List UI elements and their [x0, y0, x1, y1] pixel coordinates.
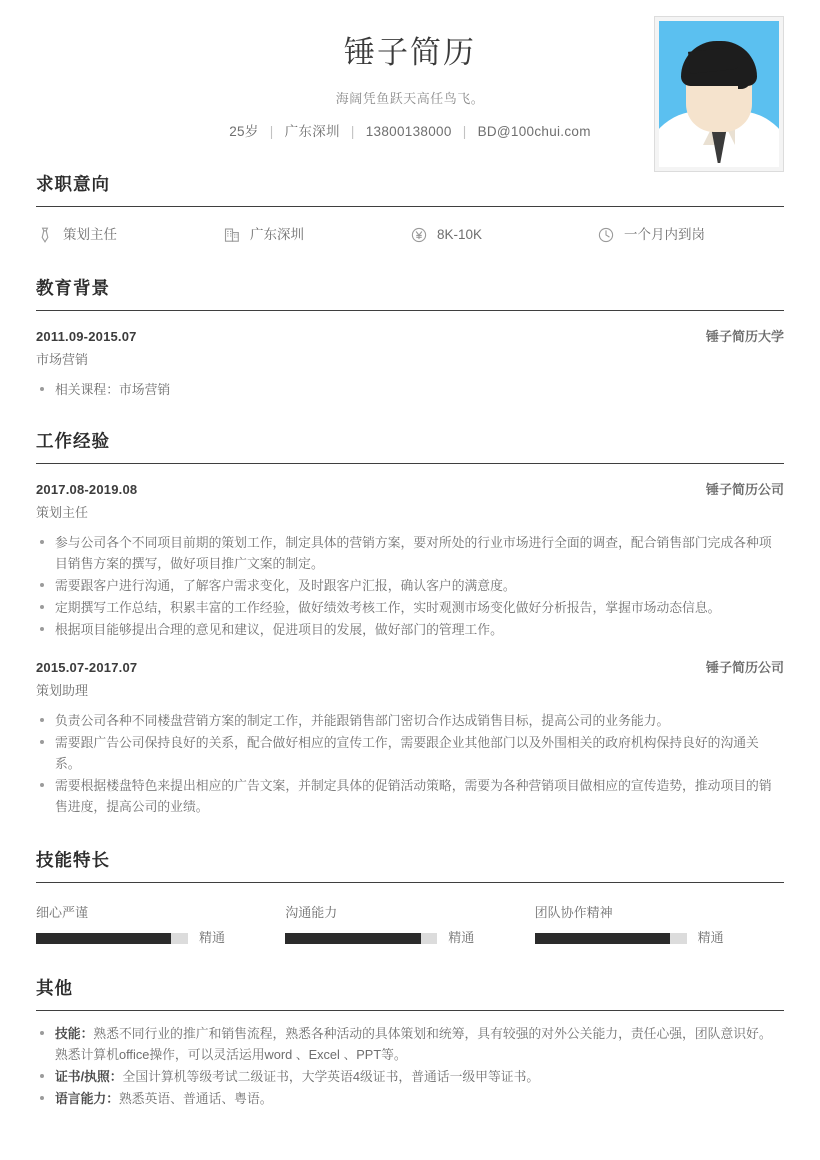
section-title: 技能特长 — [36, 850, 110, 870]
entry-date: 2017.08-2019.08 — [36, 482, 138, 497]
skill-name: 沟通能力 — [285, 905, 338, 920]
contact-separator: | — [462, 124, 467, 139]
other-bullet-text: 熟悉英语、普通话、粤语。 — [118, 1091, 273, 1106]
section-divider — [36, 1010, 784, 1011]
section-other — [36, 975, 784, 1109]
skill-level-label: 精通 — [697, 930, 724, 945]
intention-position-label: 策划主任 — [63, 227, 117, 242]
list-item: 负责公司各种不同楼盘营销方案的制定工作，并能跟销售部门密切合作达成销售目标，提高公司的业务能力。 — [36, 710, 784, 731]
list-item: 根据项目能够提出合理的意见和建议，促进项目的发展，做好部门的管理工作。 — [36, 619, 784, 640]
other-bullet-text: 全国计算机等级考试二级证书，大学英语4级证书，普通话一级甲等证书。 — [122, 1069, 540, 1084]
other-bullet-label: 技能： — [55, 1026, 94, 1041]
list-item: 相关课程：市场营销 — [36, 379, 784, 400]
intention-item-city — [223, 225, 410, 245]
entry-bullet-list — [36, 532, 784, 640]
avatar — [654, 16, 784, 172]
skill-meter-row — [535, 931, 754, 945]
skill-progress-fill — [36, 933, 171, 944]
skill-progress-track — [36, 933, 188, 944]
contact-age: 25岁 — [229, 124, 259, 139]
personal-motto: 海阔凭鱼跃天高任鸟飞。 — [335, 91, 485, 106]
list-item: 定期撰写工作总结，积累丰富的工作经验，做好绩效考核工作，实时观测市场变化做好分析报告，掌握市场动态信息。 — [36, 597, 784, 618]
entry-header — [36, 658, 784, 678]
work-entry — [36, 480, 784, 640]
entry-major: 市场营销 — [36, 352, 89, 367]
entry-organization: 锤子简历公司 — [705, 482, 784, 497]
list-item: 需要跟广告公司保持良好的关系，配合做好相应的宣传工作，需要跟企业其他部门以及外围相关的政府机构保持良好的沟通关系。 — [36, 732, 784, 774]
contact-separator: | — [269, 124, 274, 139]
intention-item-availability — [597, 225, 784, 245]
section-job-intention — [36, 171, 784, 245]
entry-role: 策划助理 — [36, 683, 89, 698]
section-divider — [36, 206, 784, 207]
yuan-circle-icon — [410, 226, 428, 244]
intention-salary-label: 8K-10K — [437, 227, 483, 242]
intention-item-position — [36, 225, 223, 245]
list-item — [36, 1088, 784, 1109]
intention-list — [36, 225, 784, 245]
skill-meter-row — [36, 931, 255, 945]
other-bullet-text: 熟悉不同行业的推广和销售流程，熟悉各种活动的具体策划和统筹，具有较强的对外公关能力，责任心强，团队意识好。 熟悉计算机office操作，可以灵活运用word 、Excel 、PPT等。 — [55, 1026, 772, 1062]
education-entry — [36, 327, 784, 400]
intention-city-label: 广东深圳 — [250, 227, 304, 242]
avatar-hair-side — [738, 57, 751, 89]
section-title: 求职意向 — [36, 174, 110, 194]
skill-level-label: 精通 — [448, 930, 475, 945]
intention-item-salary — [410, 225, 597, 245]
section-skills — [36, 847, 784, 945]
section-title: 工作经验 — [36, 431, 110, 451]
skill-name: 团队协作精神 — [534, 905, 613, 920]
section-divider — [36, 882, 784, 883]
other-bullet-label: 证书/执照： — [55, 1069, 123, 1084]
avatar-illustration — [659, 21, 779, 167]
section-divider — [36, 463, 784, 464]
entry-header — [36, 327, 784, 347]
entry-role: 策划主任 — [36, 505, 89, 520]
page-title: 锤子简历 — [344, 35, 476, 70]
clock-icon — [597, 226, 615, 244]
skill-progress-fill — [535, 933, 670, 944]
intention-availability-label: 一个月内到岗 — [624, 227, 705, 242]
entry-bullet-list — [36, 379, 784, 400]
skill-name: 细心严谨 — [36, 905, 89, 920]
other-bullet-label: 语言能力： — [55, 1091, 119, 1106]
skill-progress-fill — [285, 933, 420, 944]
entry-organization: 锤子简历大学 — [705, 329, 784, 344]
list-item: 需要跟客户进行沟通，了解客户需求变化，及时跟客户汇报，确认客户的满意度。 — [36, 575, 784, 596]
section-title: 其他 — [36, 978, 73, 998]
other-bullet-list — [36, 1023, 784, 1109]
list-item: 参与公司各个不同项目前期的策划工作，制定具体的营销方案，要对所处的行业市场进行全面的调查，配合销售部门完成各种项目销售方案的撰写，做好项目推广文案的制定。 — [36, 532, 784, 574]
skill-item — [535, 903, 784, 945]
skill-level-label: 精通 — [199, 930, 226, 945]
entry-date: 2011.09-2015.07 — [36, 329, 137, 344]
skill-progress-track — [535, 933, 687, 944]
list-item: 需要根据楼盘特色来提出相应的广告文案，并制定具体的促销活动策略，需要为各种营销项目做相应的宣传造势，推动项目的销售进度，提高公司的业绩。 — [36, 775, 784, 817]
building-icon — [223, 226, 241, 244]
entry-bullet-list — [36, 710, 784, 817]
skill-item — [285, 903, 534, 945]
entry-header — [36, 480, 784, 500]
contact-separator: | — [350, 124, 355, 139]
work-entry — [36, 658, 784, 817]
section-divider — [36, 310, 784, 311]
skill-meter-row — [285, 931, 504, 945]
contact-location: 广东深圳 — [284, 124, 340, 139]
contact-phone: 13800138000 — [365, 124, 452, 139]
contact-email: BD@100chui.com — [477, 124, 591, 139]
list-item — [36, 1023, 784, 1065]
entry-date: 2015.07-2017.07 — [36, 660, 138, 675]
necktie-icon — [36, 226, 54, 244]
section-title: 教育背景 — [36, 278, 110, 298]
skills-list — [36, 903, 784, 945]
list-item — [36, 1066, 784, 1087]
section-work-experience — [36, 428, 784, 817]
skill-item — [36, 903, 285, 945]
resume-header — [36, 0, 784, 165]
section-education — [36, 275, 784, 400]
entry-organization: 锤子简历公司 — [705, 660, 784, 675]
skill-progress-track — [285, 933, 437, 944]
